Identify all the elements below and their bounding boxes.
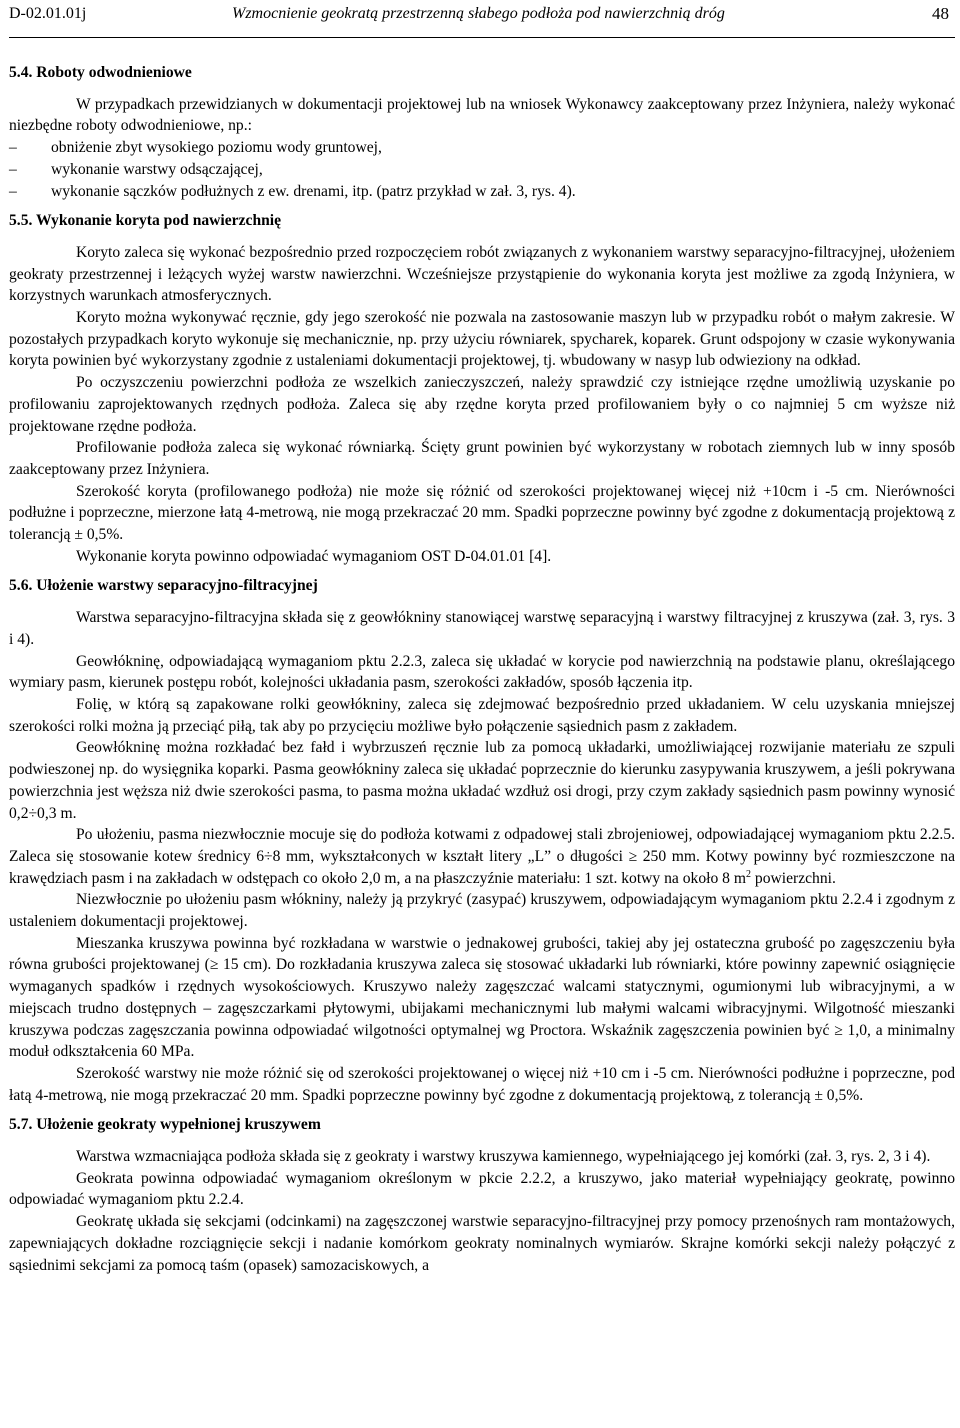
paragraph: Geowłókninę, odpowiadającą wymaganiom pktu 2.2.3, zaleca się układać w korycie pod nawierzchnią na podstawie planu, określającego wymiary pasm, kierunek postępu robót, kolejności układania pasm, szerokości zakładów, sposób łączenia itp.: [9, 652, 955, 692]
page-number: 48: [932, 4, 949, 23]
paragraph: [9, 824, 955, 889]
section-heading-5-7: 5.7. Ułożenie geokraty wypełnionej kruszywem: [9, 1116, 321, 1134]
paragraph: Warstwa wzmacniająca podłoża składa się z geokraty i warstwy kruszywa kamiennego, wypełniającego jej komórki (zał. 3, rys. 2, 3 i 4).: [76, 1148, 931, 1166]
superscript: 2: [746, 868, 751, 880]
paragraph: Geowłókninę można rozkładać bez fałd i wybrzuszeń ręcznie lub za pomocą układarki, umożliwiającej rozwijanie materiału ze szpuli podwieszonej np. do wysięgnika koparki. Pasma geowłókniny zaleca się układać poprzecznie do kierunku zasypywania kruszywem, a jeśli pokrywana powierzchnia jest węższa niż dwie szerokości pasma, to pasma można układać wzdłuż osi drogi, przy czym zakłady sąsiednich pasm powinny wynosić 0,2÷0,3 m.: [9, 739, 955, 822]
paragraph: Wykonanie koryta powinno odpowiadać wymaganiom OST D-04.01.01 [4].: [76, 547, 552, 565]
paragraph: Niezwłocznie po ułożeniu pasm włókniny, należy ją przykryć (zasypać) kruszywem, odpowiadającym wymaganiom pktu 2.2.4 i zgodnym z ustaleniem dokumentacji projektowej.: [9, 891, 955, 931]
paragraph: Profilowanie podłoża zaleca się wykonać równiarką. Ścięty grunt powinien być wykorzystany w robotach ziemnych lub w inny sposób zaakceptowany przez Inżyniera.: [9, 439, 955, 478]
document-title: Wzmocnienie geokratą przestrzenną słabego podłoża pod nawierzchnią dróg: [232, 5, 725, 22]
paragraph: Po oczyszczeniu powierzchni podłoża ze wszelkich zanieczyszczeń, należy sprawdzić czy istniejące rzędne umożliwią uzyskanie po profilowaniu zaprojektowanych rzędnych podłoża. Zaleca się aby rzędne koryta przed profilowaniem były o co najmniej 5 cm wyższe niż projektowane rzędne podłoża.: [9, 374, 955, 435]
paragraph: Koryto zaleca się wykonać bezpośrednio przed rozpoczęciem robót związanych z wykonaniem warstwy separacyjno-filtracyjnej, ułożeniem geokraty przestrzennej i leżących wyżej warstw nawierzchni. Wcześniejsze przystąpienie do wykonania koryta jest możliwe za zgodą Inżyniera, w korzystnych warunkach atmosferycznych.: [9, 243, 955, 305]
list-item: – wykonanie sączków podłużnych z ew. drenami, itp. (patrz przykład w zał. 3, rys. 4).: [9, 181, 955, 203]
paragraph-text: Po ułożeniu, pasma niezwłocznie mocuje się do podłoża kotwami z odpadowej stali zbrojeniowej, odpowiadającej wymaganiom pktu 2.2.5. Zaleca się stosowanie kotew średnicy 6÷8 mm, wykształconych w kształt litery „L” o długości ≥ 250 mm. Kotwy powinny być rozmieszczone na krawędziach pasm i na zakładach w odstępach co około 2,0 m, a na płaszczyźnie materiału: 1 szt. kotwy na około 8 m: [9, 826, 955, 887]
document-code: D-02.01.01j: [9, 5, 87, 22]
paragraph: Warstwa separacyjno-filtracyjna składa się z geowłókniny stanowiącej warstwę separacyjną i warstwy filtracyjnej z kruszywa (zał. 3, rys. 3 i 4).: [9, 609, 955, 648]
document-page: [9, 0, 955, 1276]
paragraph: Szerokość koryta (profilowanego podłoża) nie może się różnić od szerokości projektowanej więcej niż +10cm i -5 cm. Nierówności podłużne i poprzeczne, mierzone łatą 4-metrową, nie mogą przekraczać 20 mm. Spadki poprzeczne powinny być zgodne z dokumentacją projektową z tolerancją ± 0,5%.: [9, 482, 955, 544]
section-heading-5-5: 5.5. Wykonanie koryta pod nawierzchnię: [9, 212, 282, 230]
list-item: – wykonanie warstwy odsączającej,: [9, 159, 955, 181]
paragraph: Szerokość warstwy nie może różnić się od szerokości projektowanej o więcej niż +10 cm i -5 cm. Nierówności podłużne i poprzeczne, pod łatą 4-metrową, nie mogą przekraczać 20 mm. Spadki poprzeczne powinny być zgodne z dokumentacją projektową, z tolerancją ± 0,5%.: [9, 1064, 955, 1104]
paragraph: Mieszanka kruszywa powinna być rozkładana w warstwie o jednakowej grubości, takiej aby jej ostateczna grubość po zagęszczeniu była równa grubości projektowanej (≥ 15 cm). Do rozkładania kruszywa zaleca się stosować układarki lub równiarki, które powinny zapewnić osiągnięcie wymaganych spadków i rzędnych wysokościowych. Kruszywo należy zagęszczać walcami statycznymi, ogumionymi lub wibracyjnymi, a w miejscach trudno dostępnych – zagęszczarkami płytowymi, ubijakami mechanicznymi lub małymi walcami wibracyjnymi. Wilgotność mieszanki kruszywa podczas zagęszczania powinna odpowiadać wilgotności optymalnej wg Proctora. Wskaźnik zagęszczenia powinien być ≥ 1,0, a minimalny moduł odkształcenia 60 MPa.: [9, 934, 955, 1061]
paragraph-text: powierzchni.: [751, 869, 836, 887]
paragraph: Koryto można wykonywać ręcznie, gdy jego szerokość nie pozwala na zastosowanie maszyn lub w przypadku robót o małym zakresie. W pozostałych przypadkach koryto wykonuje się mechanicznie, np. przy użyciu równiarek, spycharek, koparek. Grunt odspojony w czasie wykonywania koryta powinien być wykorzystany zgodnie z ustaleniami dokumentacji projektowej, tj. wbudowany w nasyp lub odwieziony na odkład.: [9, 309, 955, 370]
list-item: – obniżenie zbyt wysokiego poziomu wody gruntowej,: [9, 137, 955, 159]
bullet-list: [9, 137, 955, 202]
paragraph: Geokratę układa się sekcjami (odcinkami) na zagęszczonej warstwie separacyjno-filtracyjnej przy pomocy przenośnych ram montażowych, zapewniających dokładne rozciągnięcie sekcji i nadanie komórkom geokraty nominalnych wymiarów. Skrajne komórki sekcji należy połączyć z sąsiednimi sekcjami za pomocą taśm (opasek) samozaciskowych, a: [9, 1213, 955, 1274]
page-header: [9, 0, 955, 38]
paragraph: Folię, w którą są zapakowane rolki geowłókniny, zaleca się zdejmować bezpośrednio przed układaniem. W celu uzyskania mniejszej szerokości rolki można ją przeciąć piłą, tak aby po przycięciu możliwe było połączenie sąsiednich pasm z zakładem.: [9, 695, 955, 735]
paragraph: W przypadkach przewidzianych w dokumentacji projektowej lub na wniosek Wykonawcy zaakceptowany przez Inżyniera, należy wykonać niezbędne roboty odwodnieniowe, np.:: [9, 95, 955, 135]
paragraph: Geokrata powinna odpowiadać wymaganiom określonym w pkcie 2.2.2, a kruszywo, jako materiał wypełniający geokratę, powinno odpowiadać wymaganiom pktu 2.2.4.: [9, 1169, 955, 1209]
section-heading-5-4: 5.4. Roboty odwodnieniowe: [9, 64, 192, 81]
section-heading-5-6: 5.6. Ułożenie warstwy separacyjno-filtracyjnej: [9, 577, 318, 595]
